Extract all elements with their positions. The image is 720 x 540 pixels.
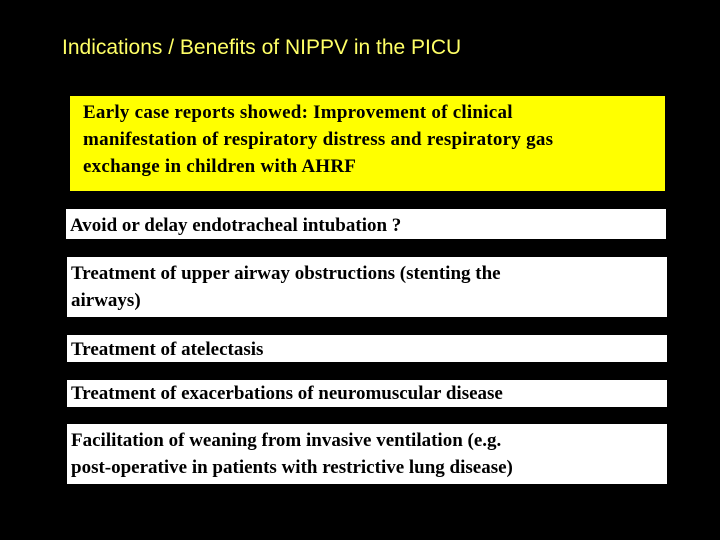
indication-item [67,257,667,317]
indication-text: Avoid or delay endotracheal intubation ? [70,215,402,236]
indication-text: post-operative in patients with restrictive lung disease) [71,457,513,478]
highlight-line: exchange in children with AHRF [83,156,357,177]
indication-text: Treatment of upper airway obstructions (stenting the [71,263,501,284]
indication-item [66,209,666,239]
indication-text: Facilitation of weaning from invasive ventilation (e.g. [71,430,502,451]
indication-text: Treatment of atelectasis [71,339,264,360]
indication-item [67,335,667,362]
highlight-line: manifestation of respiratory distress and respiratory gas [83,129,554,150]
highlight-line: Early case reports showed: Improvement of clinical [83,102,513,123]
highlight-box [70,96,665,191]
indication-text: Treatment of exacerbations of neuromuscular disease [71,383,503,404]
slide-title: Indications / Benefits of NIPPV in the PICU [62,36,462,59]
indication-item [67,424,667,484]
indication-item [67,380,667,407]
indication-text: airways) [71,290,141,311]
